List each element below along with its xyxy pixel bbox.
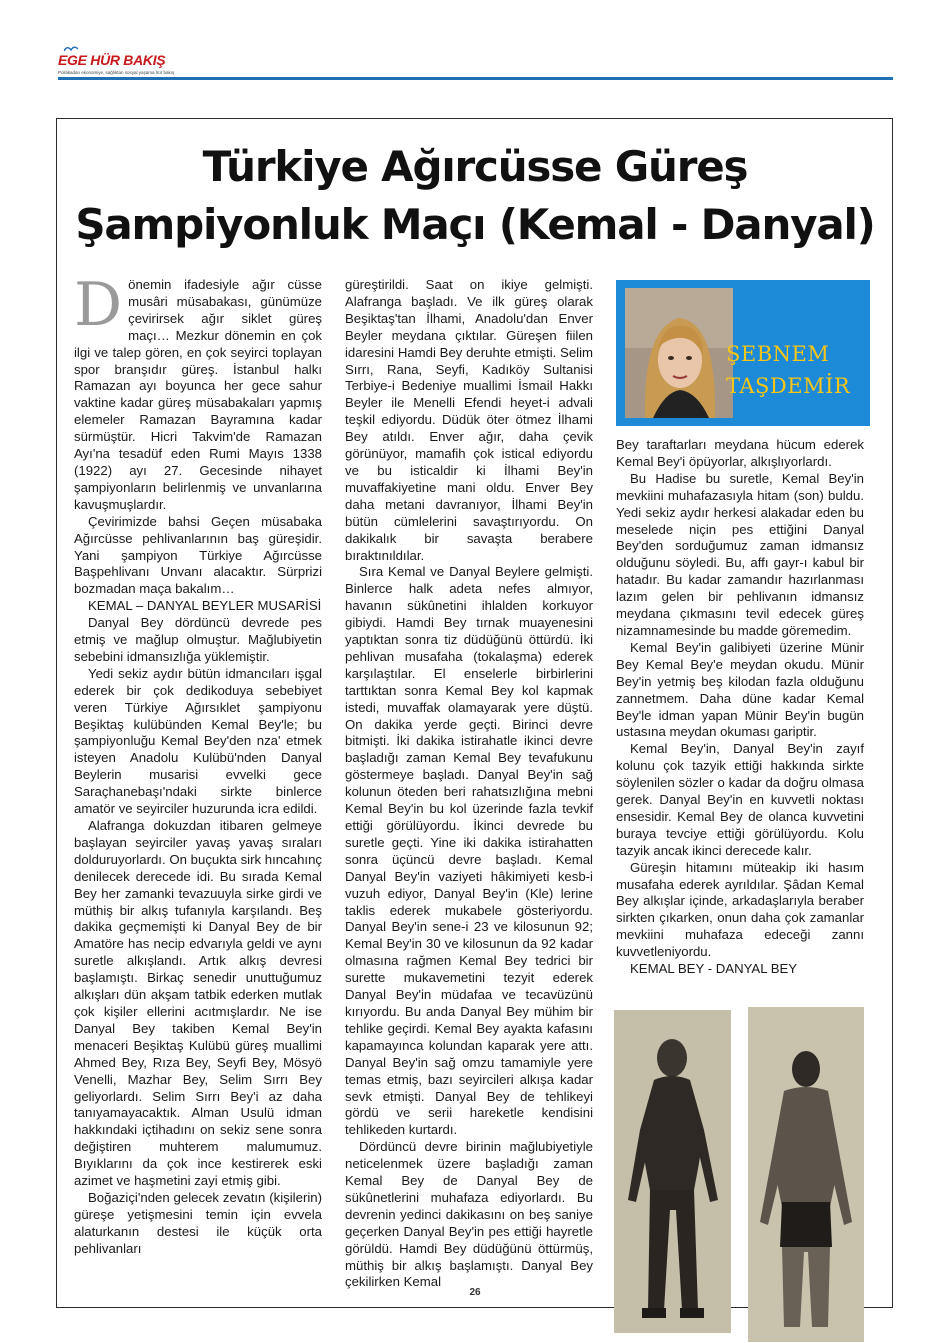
paragraph: Çevirimizde bahsi Geçen müsabaka Ağırcüsse pehlivanlarının baş güreşidir. Yani şampiyon Türkiye Ağırcüsse Başpehlivanı Unvanı alacaktır. Sürprizi bozmadan maça bakalım…: [74, 513, 322, 597]
paragraph: Dördüncü devre birinin mağlubiyetiyle neticelenmek üzere başladığı zaman Kemal Bey de Danyal Bey de sükûnetlerini muhafaza ediyorlardı. Bu devrenin yedinci dakikasını on beş saniye geçerken Danyal Bey'in pes ettiği hayretle görüldü. Hamdi Bey düdüğünü öttürmüş, müthiş bir alkış başlamıştı. Danyal Bey çekilirken Kemal: [345, 1139, 593, 1290]
paragraph: güreştirildi. Saat on ikiye gelmişti. Alafranga başladı. Ve ilk güreş olarak Beşiktaş'tan İlhami, Anadolu'dan Enver Beyler meydana çıktılar. Güreşen fiilen idaresini Hamdi Bey deruhte etmişti. Selim Sırrı, Rana, Seyfi, Kadıköy Sultanisi Terbiye-i Bedeniye muallimi İsmail Hakkı Beyler ile Menelli Efendi heyet-i advali teşkil ediyordu. Düdük öter ötmez İlhami Bey atıldı. Enver ağır, daha çevik görünüyor, mamafih çok istical ediyordu ve bu isticaldir ki İlhami Bey'in muvaffakiyetine mani oldu. Enver Bey daha metani davranıyor, İlhami Bey'in bütün cümlelerini savaştırıyordu. On dakikalık bir savaşta berabere bıraktınıldılar.: [345, 277, 593, 563]
header-rule: [58, 77, 893, 80]
paragraph: Boğaziçi'nden gelecek zevatın (kişilerin) güreşe yetişmesini temin için evvela alaturkanın destesi ile küçük orta pehlivanları: [74, 1189, 322, 1256]
paragraph: Kemal Bey'in galibiyeti üzerine Münir Bey Kemal Bey'e meydan okudu. Münir Bey'in yetmiş beş kilodan fazla olduğunu zannetmem. Daha düne kadar Kemal Bey'le idman yapan Münir Bey'in bugün ustasına meydan okuması gariptir.: [616, 639, 864, 740]
title-line-2: Şampiyonluk Maçı (Kemal - Danyal): [75, 200, 875, 249]
seagull-icon: [64, 45, 78, 53]
article-title: [60, 138, 890, 254]
wrestler-kemal-image: [614, 1010, 731, 1333]
logo-tagline: Politikadan ekonomiye, sağlıktan sosyal yaşama hür bakış: [58, 70, 175, 75]
section-heading: KEMAL – DANYAL BEYLER MUSARİSİ: [88, 598, 322, 614]
author-box: [616, 280, 870, 426]
article-column-3: [616, 437, 864, 978]
paragraph: Bu Hadise bu suretle, Kemal Bey'in mevkiini muhafazasıyla hitam (son) buldu. Yedi sekiz aydır herkesi alakadar eden bu meselede niçin pes ettiğini Danyal Bey'den sorduğumuz zaman idmansız olduğunu söyledi. Bu, affı gayr-ı kabul bir hatadır. Bu kadar zamandır hazırlanması lazım gelen bir pehlivanın idmansız meydana çıkmasını tevil edecek güreş nizamnamesinde bu madde göremedim.: [616, 470, 864, 638]
author-portrait-image: [625, 288, 733, 418]
photo-caption: KEMAL BEY - DANYAL BEY: [630, 961, 798, 977]
author-last-name: TAŞDEMİR: [726, 374, 851, 398]
drop-cap: D: [74, 270, 123, 340]
paragraph: Bey taraftarları meydana hücum ederek Kemal Bey'i öpüyorlar, alkışlıyorlardı.: [616, 437, 864, 469]
logo-text: EGE HÜR BAKIŞ: [58, 52, 166, 68]
paragraph: Danyal Bey dördüncü devrede pes etmiş ve mağlup olmuştur. Mağlubiyetin sebebini idmansızlığa yüklemiştir.: [74, 615, 322, 664]
author-name: [726, 338, 866, 402]
paragraph: Dönemin ifadesiyle ağır cüsse musâri müsabakası, günümüze çevirirsek ağır siklet güreş maçı… Mezkur dönemin en çok ilgi ve talep gören, en çok seyirci toplayan spor branşıdır güreş. İstanbul halkı Ramazan ayı boyunca her gece sahur vaktine kadar güreş müsabakaları yapmış elemeler Ramazan Bayramına kadar sürmüştür. Hicri Takvim'de Ramazan Ayı'na tesadüf eden Rumi Mayıs 1338 (1922) ayı 27. Gecesinde nihayet şampiyonların belirlenmiş ve unvanlarına kavuşmuşlardır.: [74, 270, 322, 512]
title-line-1: Türkiye Ağırcüsse Güreş: [202, 142, 748, 191]
paragraph: Alafranga dokuzdan itibaren gelmeye başlayan seyirciler yavaş yavaş sıraları dolduruyorlardı. On buçukta sirk hıncahınç denilecek derecede idi. Bu sırada Kemal Bey her zamanki tevazuuyla sirke girdi ve müthiş bir alkış tufanıyla karşılandı. Beş dakika geçmemişti ki Danyal Bey de bir Amatöre has necip edvarıyla geldi ve aynı suretle alkışlandı. Artık alkış devresi başlamıştı. Birkaç senedir unuttuğumuz alkışları dün akşam tatbik ederken mutlak çok kişiler ellerini acıtmışlardır. Ne ise Danyal Bey takiben Kemal Bey'in menaceri Beşiktaş Kulübü güreş muallimi Ahmed Bey, Rıza Bey, Seyfi Bey, Mösyö Venelli, Mazhar Bey, Selim Sırrı Bey geliyorlardı. Selim Sırrı Bey'i az daha tanıyamayacaktık. Alman Usulü idman hakkındaki içtihadını on sekiz sene sonra değiştiren muhterem malumumuz. Bıyıklarını da çok ince kestirerek eski azimet ve haşmetini zayi etmiş gibi.: [74, 818, 322, 1189]
article-column-2: [345, 277, 593, 1291]
paragraph: Kemal Bey'in, Danyal Bey'in zayıf kolunu çok tazyik ettiği hakkında sirkte söylenilen sözler o kadar da doğru olmasa gerek. Danyal Bey'in en kuvvetli noktası ensesidir. Kemal Bey de olanca kuvvetini buraya tevciye ettiği görülüyordu. Kolu tazyik ancak ikinci derecede kalır.: [616, 741, 864, 858]
article-column-1: [74, 270, 322, 1258]
paragraph: Güreşin hitamını müteakip iki hasım musafaha ederek ayrıldılar. Şâdan Kemal Bey alkışlar içinde, arkadaşlarıyla beraber sirkten çıkarken, onun daha çok zamanlar mevkiini muhafaza edeceği zannı kuvvetleniyordu.: [616, 859, 864, 960]
paragraph: Yedi sekiz aydır bütün idmancıları işgal ederek bir çok dedikoduya sebebiyet veren Türkiye Ağırsıklet şampiyonu Beşiktaş kulübünden Kemal Bey'le; bu şampiyonluğu Kemal Bey'den nza' etmek isteyen Anadolu Kulübü'nden Danyal Beylerin musarisi evvelki gece Saraçhanebaşı'ndaki sirkte binlerce amatör ve seyirciler huzurunda icra edildi.: [74, 665, 322, 817]
author-first-name: ŞEBNEM: [726, 342, 830, 366]
masthead-logo: [58, 52, 174, 75]
wrestler-photo-kemal: [614, 1010, 731, 1333]
paragraph: Sıra Kemal ve Danyal Beylere gelmişti. Binlerce halk adeta nefes almıyor, havanın sükûnetini ihlalden korkuyor gibiydi. Hamdi Bey tırnak muayenesini yaptıktan sonra tiz düdüğünü öttürdü. İki pehlivan musafaha (tokalaşma) ederek karşılaştılar. El enselerle birbirlerini tarttıktan sonra Kemal Bey kol kapmak istedi, muvaffak olamayarak yere düştü. On dakika yerde geçti. Birinci devre bitmişti. İki dakika istirahatle ikinci devre başladığı zaman Kemal Bey tevafukunu göstermeye başladı. Danyal Bey'in sağ kolunun öteden beri rahatsızlığına mebni Kemal Bey'in bu kol üzerinde fazla tevkif ettiği görülüyordu. İkinci devrede bu suretle geçti. Yine iki dakika istirahatten sonra üçüncü devre başladı. Kemal Danyal Bey'in vaziyeti hâkimiyeti kesb-i vuzuh ediyor, Danyal Bey'in (Kle) lerine taklis ederek mukabele gösteriyordu. Danyal Bey'in sene-i 23 ve kilosunun 92; Kemal Bey'in 30 ve kilosunun da 92 kadar olmasına rağmen Kemal Bey tedrici bir surette mukavemetini tezyit ederek Danyal Bey'in müdafaa ve tecavüzünü kırıyordu. Bu anda Danyal Bey mühim bir tehlike geçirdi. Kemal Bey ayakta kafasını kapamayınca kolundan kaparak yere attı. Danyal Bey'in sağ omzu tamamiyle yere temas etmiş, bazı seyircileri alkışa kadar sevk etmişti. Danyal Bey de tehlikeyi gördü ve serii hareketle kendisini tehlikeden kurtardı.: [345, 564, 593, 1138]
page-number: 26: [469, 1287, 481, 1298]
author-photo: [625, 288, 733, 418]
